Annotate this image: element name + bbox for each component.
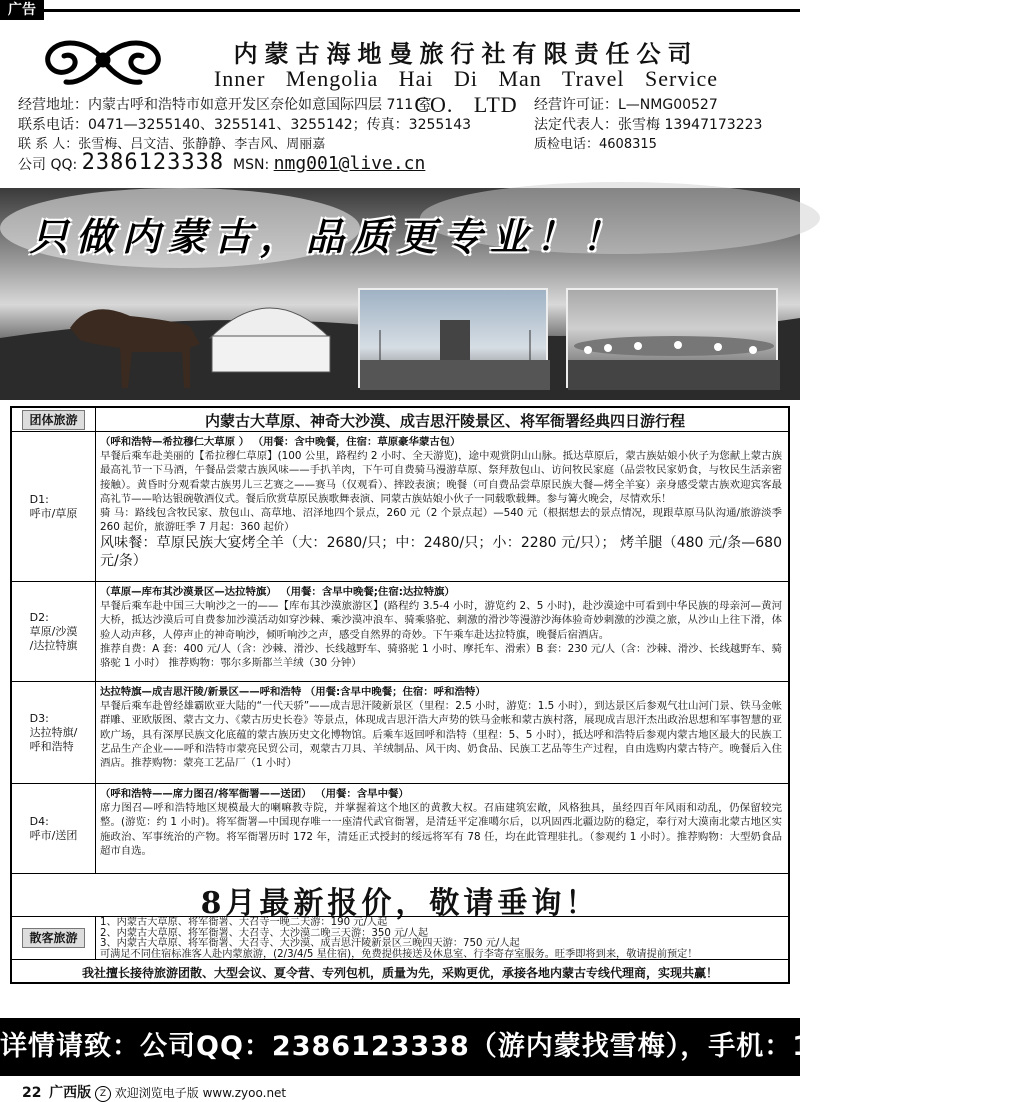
individual-line-1: 1、内蒙古大草原、将军衙署、大召寺一晚二天游：190 元/人起: [100, 917, 388, 928]
individual-tour-body: [100, 918, 782, 960]
individual-line-2: 2、内蒙古大草原、将军衙署、大召寺、大沙漠二晚三天游：350 元/人起: [100, 927, 429, 939]
day-3-subtitle: 达拉特旗—成吉思汗陵/新景区——呼和浩特 （用餐:含早中晚餐；住宿：呼和浩特）: [100, 686, 486, 698]
individual-tour-label: 散客旅游: [12, 917, 96, 959]
msn-link[interactable]: nmg001@live.cn: [273, 153, 426, 174]
qq-label: 公司 QQ:: [18, 157, 78, 173]
sales-row: [12, 960, 788, 982]
sales-line: 我社擅长接待旅游团散、大型会议、夏令营、专列包机，质量为先，采购更优，承接各地内蒙古专线代理商，实现共赢！: [81, 966, 718, 980]
day-3-text: 早餐后乘车赴曾经雄霸欧亚大陆的“一代天骄”——成吉思汗陵新景区（里程：2.5 小时，游览：1.5 小时），到达景区后参观气壮山河门景、铁马金帐群雕、亚欧版图、蒙古文力、《蒙古历史长卷》等景点，体现成吉思汗浩大声势的铁马金帐和蒙古族村落，展现成吉思汗杰出政治思想和军事智慧的亚欧广场，具有深厚民族文化底蕴的蒙古族历史文化博物馆。后乘车返回呼和浩特（里程：5、5 小时），抵达呼和浩特后参观内蒙古地区最大的民族工艺品生产企业——呼和浩特市蒙亮民贸公司，观蒙古刀具、羊绒制品、风干肉、奶食品、民族工艺品等生产过程，自由选购内蒙古特产。晚餐后入住酒店。推荐购物：蒙亮工艺品厂（1 小时）: [100, 700, 782, 770]
trip-title: 内蒙古大草原、神奇大沙漠、成吉思汗陵景区、将军衙署经典四日游行程: [204, 412, 685, 430]
price-notice: 8月最新报价，敬请垂询！: [200, 886, 600, 921]
day-4-text: 席力图召—呼和浩特地区规模最大的喇嘛教寺院，并掌握着这个地区的黄教大权。召庙建筑宏敞，风格独具，虽经四百年风雨和动乱，仍保留较完整。(游览：约 1 小时)。将军衙署—中国现存唯一一座清代武官衙署，是清廷平定准噶尔后，以巩固西北疆边防的稳定，奉行对大漠南北蒙古地区实施政治、军事统治的产物。将军衙署历时 172 年，清廷正式授封的绥远将军有 78 任，均在此管理驻扎。（参观约 1 小时）。推荐购物：大型奶食品超市自选。: [100, 802, 782, 857]
address: 经营地址：内蒙古呼和浩特市如意开发区奈伦如意国际四层 711 室: [18, 97, 432, 113]
monument-image: [360, 290, 550, 390]
day-2-subtitle: （草原—库布其沙漠景区—达拉特旗） （用餐：含早中晚餐;住宿:达拉特旗）: [100, 586, 455, 598]
company-logo-icon: [38, 30, 168, 90]
day-2-body: [100, 585, 782, 670]
individual-tour-row: [12, 916, 788, 960]
day-1-text: 早餐后乘车赴美丽的【希拉穆仁草原】(100 公里，路程约 2 小时、全天游览)，途中观赏阴山山脉。抵达草原后，蒙古族姑娘小伙子为您献上蒙古族最高礼节一下马酒，午餐品尝蒙古族风味——手扒羊肉，下午可自费骑马漫游草原、祭拜敖包山、访问牧民家庭（品尝牧民家奶食，与牧民生活亲密接触）。黄昏时分观看蒙古族男儿三艺赛之——赛马（仅观看）、摔跤表演；晚餐（可自费品尝草原民族大餐—烤全羊宴）亲身感受蒙古族欢迎宾客最高礼节——哈达银碗敬酒仪式。餐后欣赏草原民族歌舞表演、同蒙古族姑娘小伙子一同载歌载舞。参与篝火晚会，尽情欢乐！: [100, 450, 782, 505]
qq-number: 2386123338: [81, 150, 225, 175]
contact-strip: 详情请致：公司QQ：2386123338（游内蒙找雪梅），手机：13947173223: [0, 1018, 800, 1076]
banner: [0, 188, 800, 400]
legal-rep: 法定代表人：张雪梅 13947173223: [534, 117, 763, 133]
quality-phone: 质检电话：4608315: [534, 137, 657, 152]
company-name-en: Inner Mengolia Hai Di Man Travel Service CO. LTD: [213, 66, 719, 117]
group-tour-label: 团体旅游: [12, 408, 96, 431]
contact-people: 联 系 人：张雪梅、吕文洁、张静静、李吉风、周丽嘉: [18, 137, 326, 152]
ad-tag: 广告: [0, 0, 44, 20]
photo-yurt-camp: [566, 288, 778, 388]
license: 经营许可证：L—NMG00527: [534, 97, 718, 113]
day-2-extra1: 推荐自费：A 套：400 元/人（含：沙棘、滑沙、长线越野车、骑骆驼 1 小时、摩托车、滑索）B 套：230 元/人（含：沙棘、滑沙、长线越野车、骑骆驼 1 小时） 推荐购物：鄂尔多斯都兰羊绒（30 分钟）: [100, 642, 782, 670]
individual-line-4: 可满足不同住宿标准客人赴内蒙旅游，(2/3/4/5 星住宿)，免费提供接送及休息室、行李寄存室服务。旺季即将到来，敬请提前预定！: [100, 948, 698, 960]
day-2-label: D2: 草原/沙漠 /达拉特旗: [12, 582, 96, 681]
day-row-3: [12, 682, 788, 784]
day-4-body: [100, 787, 782, 858]
publication-icon: Z: [95, 1086, 111, 1102]
individual-line-3: 3、内蒙古大草原、将军衙署、大召寺、大沙漠、成吉思汗陵新景区三晚四天游：750 元/人起: [100, 938, 520, 950]
day-1-extra2: 风味餐：草原民族大宴烤全羊（大：2680/只；中：2480/只；小：2280 元/只）； 烤羊腿（480 元/条—680 元/条）: [100, 535, 782, 570]
top-divider: [44, 9, 800, 12]
yurt-camp-image: [568, 290, 780, 390]
qq-row: [18, 150, 425, 175]
day-4-subtitle: （呼和浩特——席力图召/将军衙署——送团） （用餐：含早中餐）: [100, 788, 409, 800]
footer-note[interactable]: 欢迎浏览电子版 www.zyoo.net: [114, 1086, 287, 1100]
company-name-cn: 内蒙古海地曼旅行社有限责任公司: [233, 39, 699, 68]
day-row-1: [12, 432, 788, 582]
edition-label: 广西版: [49, 1085, 92, 1101]
day-4-label: D4: 呼市/送团: [12, 784, 96, 873]
day-row-4: [12, 784, 788, 874]
page-footer: [22, 1082, 286, 1102]
day-1-label: D1: 呼市/草原: [12, 432, 96, 581]
day-row-2: [12, 582, 788, 682]
day-1-subtitle: （呼和浩特—希拉穆仁大草原 ） （用餐：含中晚餐，住宿：草原豪华蒙古包）: [100, 436, 461, 448]
day-3-label: D3: 达拉特旗/ 呼和浩特: [12, 682, 96, 783]
itinerary-table: [10, 406, 790, 984]
itinerary-header-row: [12, 408, 788, 432]
day-1-body: [100, 435, 782, 570]
page-number: 22: [22, 1085, 42, 1101]
msn-label: MSN:: [233, 157, 270, 173]
phone: 联系电话：0471—3255140、3255141、3255142；传真：3255143: [18, 117, 472, 133]
day-2-text: 早餐后乘车赴中国三大响沙之一的——【库布其沙漠旅游区】(路程约 3.5-4 小时，游览约 2、5 小时)，赴沙漠途中可看到中华民族的母亲河—黄河大桥，抵达沙漠后可自费参加沙漠活动如穿沙棘、乘沙漠冲浪车、骑乘骆驼、刺激的滑沙等漫游沙海体验奇妙刺激的沙漠之旅，从沙山上往下滑，体验人动声移，人停声止的神奇响沙，倾听响沙之声，感受自然界的奇妙。下午乘车赴达拉特旗，晚餐后宿酒店。: [100, 600, 782, 641]
day-3-body: [100, 685, 782, 770]
photo-monument: [358, 288, 548, 388]
banner-slogan: 只做内蒙古，品质更专业！！: [30, 214, 629, 259]
day-1-extra1: 骑 马：路线包含牧民家、敖包山、高草地、沼泽地四个景点，260 元（2 个景点起）—540 元（根据想去的景点情况，现跟草原马队沟通/旅游淡季 260 起价，旅游旺季 7 月起：360 起价）: [100, 507, 782, 534]
